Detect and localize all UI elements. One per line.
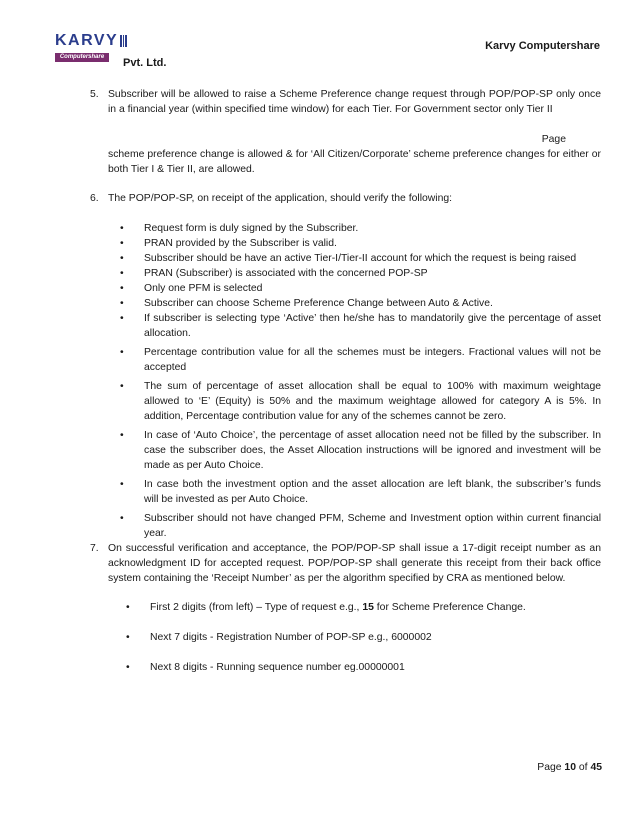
item-7-number: 7.: [90, 543, 99, 554]
company-name: Karvy Computershare: [485, 40, 600, 52]
list-item: • Subscriber should not have changed PFM, Scheme and Investment option within current financial year.: [120, 513, 601, 539]
logo-text: KARVY: [55, 32, 119, 49]
bullet-icon: •: [120, 238, 124, 249]
bullet-icon: •: [120, 430, 124, 441]
list-item: • In case both the investment option and the asset allocation are left blank, the subscriber’s funds will be invested as per Auto Choice.: [120, 479, 601, 505]
logo-ribbon: Computershare: [55, 53, 109, 62]
item-5-number: 5.: [90, 89, 99, 100]
list-item: • Subscriber can choose Scheme Preference Change between Auto & Active.: [120, 298, 493, 309]
list-item: • First 2 digits (from left) – Type of request e.g., 15 for Scheme Preference Change.: [126, 602, 526, 613]
bullet-icon: •: [120, 479, 124, 490]
bullet-icon: •: [120, 513, 124, 524]
list-item: • PRAN (Subscriber) is associated with the concerned POP-SP: [120, 268, 428, 279]
request-type-code: 15: [362, 602, 374, 613]
bullet-icon: •: [120, 268, 124, 279]
list-item: • Next 8 digits - Running sequence number eg.00000001: [126, 662, 405, 673]
list-item: • The sum of percentage of asset allocation shall be equal to 100% with maximum weightage allowed to ‘E’ (Equity) is 50% and the maximum weightage allowed for category A is 5%. In addition, Percentage contribution value for any of the schemes cannot be zero.: [120, 381, 601, 422]
stray-page-label: Page: [541, 134, 566, 145]
verification-list: [120, 221, 601, 541]
karvy-logo: [55, 33, 127, 59]
bullet-icon: •: [120, 381, 124, 392]
bullet-icon: •: [126, 632, 130, 643]
list-item: • Percentage contribution value for all the schemes must be integers. Fractional values will not be accepted: [120, 347, 601, 373]
list-item: • PRAN provided by the Subscriber is valid.: [120, 238, 337, 249]
item-5-text: Subscriber will be allowed to raise a Scheme Preference change request through POP/POP-SP only once in a financial year (within specified time window) for each Tier. For Government sector only Tier II: [108, 89, 601, 115]
bullet-icon: •: [120, 283, 124, 294]
page-total: 45: [590, 762, 602, 773]
bullet-icon: •: [120, 223, 124, 234]
bullet-icon: •: [120, 313, 124, 324]
item-7-text: On successful verification and acceptance, the POP/POP-SP shall issue a 17-digit receipt number as an acknowledgment ID for accepted request. POP/POP-SP shall generate this receipt from their back office system containing the ‘Receipt Number’ as per the algorithm specified by CRA as mentioned below.: [108, 543, 601, 584]
company-suffix: Pvt. Ltd.: [123, 57, 167, 69]
item-6-text: The POP/POP-SP, on receipt of the application, should verify the following:: [108, 193, 453, 204]
logo-bars-icon: [119, 33, 127, 52]
page-footer: Page 10 of 45: [537, 762, 602, 773]
list-item: • Next 7 digits - Registration Number of POP-SP e.g., 6000002: [126, 632, 432, 643]
list-item: • In case of ‘Auto Choice’, the percentage of asset allocation need not be filled by the subscriber. In case the subscriber does, the Asset Allocation instructions will be ignored and investment will be made as per Auto Choice.: [120, 430, 601, 471]
receipt-digit-list: [126, 600, 601, 675]
list-item: • If subscriber is selecting type ‘Active’ then he/she has to mandatorily give the percentage of asset allocation.: [120, 313, 601, 339]
bullet-icon: •: [120, 347, 124, 358]
bullet-icon: •: [126, 602, 130, 613]
list-item: • Only one PFM is selected: [120, 283, 263, 294]
list-item: • Subscriber should be have an active Tier-I/Tier-II account for which the request is being raised: [120, 253, 577, 264]
page-number: 10: [564, 762, 576, 773]
bullet-icon: •: [120, 253, 124, 264]
bullet-icon: •: [126, 662, 130, 673]
list-item: • Request form is duly signed by the Subscriber.: [120, 223, 359, 234]
item-6-number: 6.: [90, 193, 99, 204]
bullet-icon: •: [120, 298, 124, 309]
item-5-continued: scheme preference change is allowed & for ‘All Citizen/Corporate’ scheme preference changes for either or both Tier I & Tier II, are allowed.: [108, 149, 601, 175]
